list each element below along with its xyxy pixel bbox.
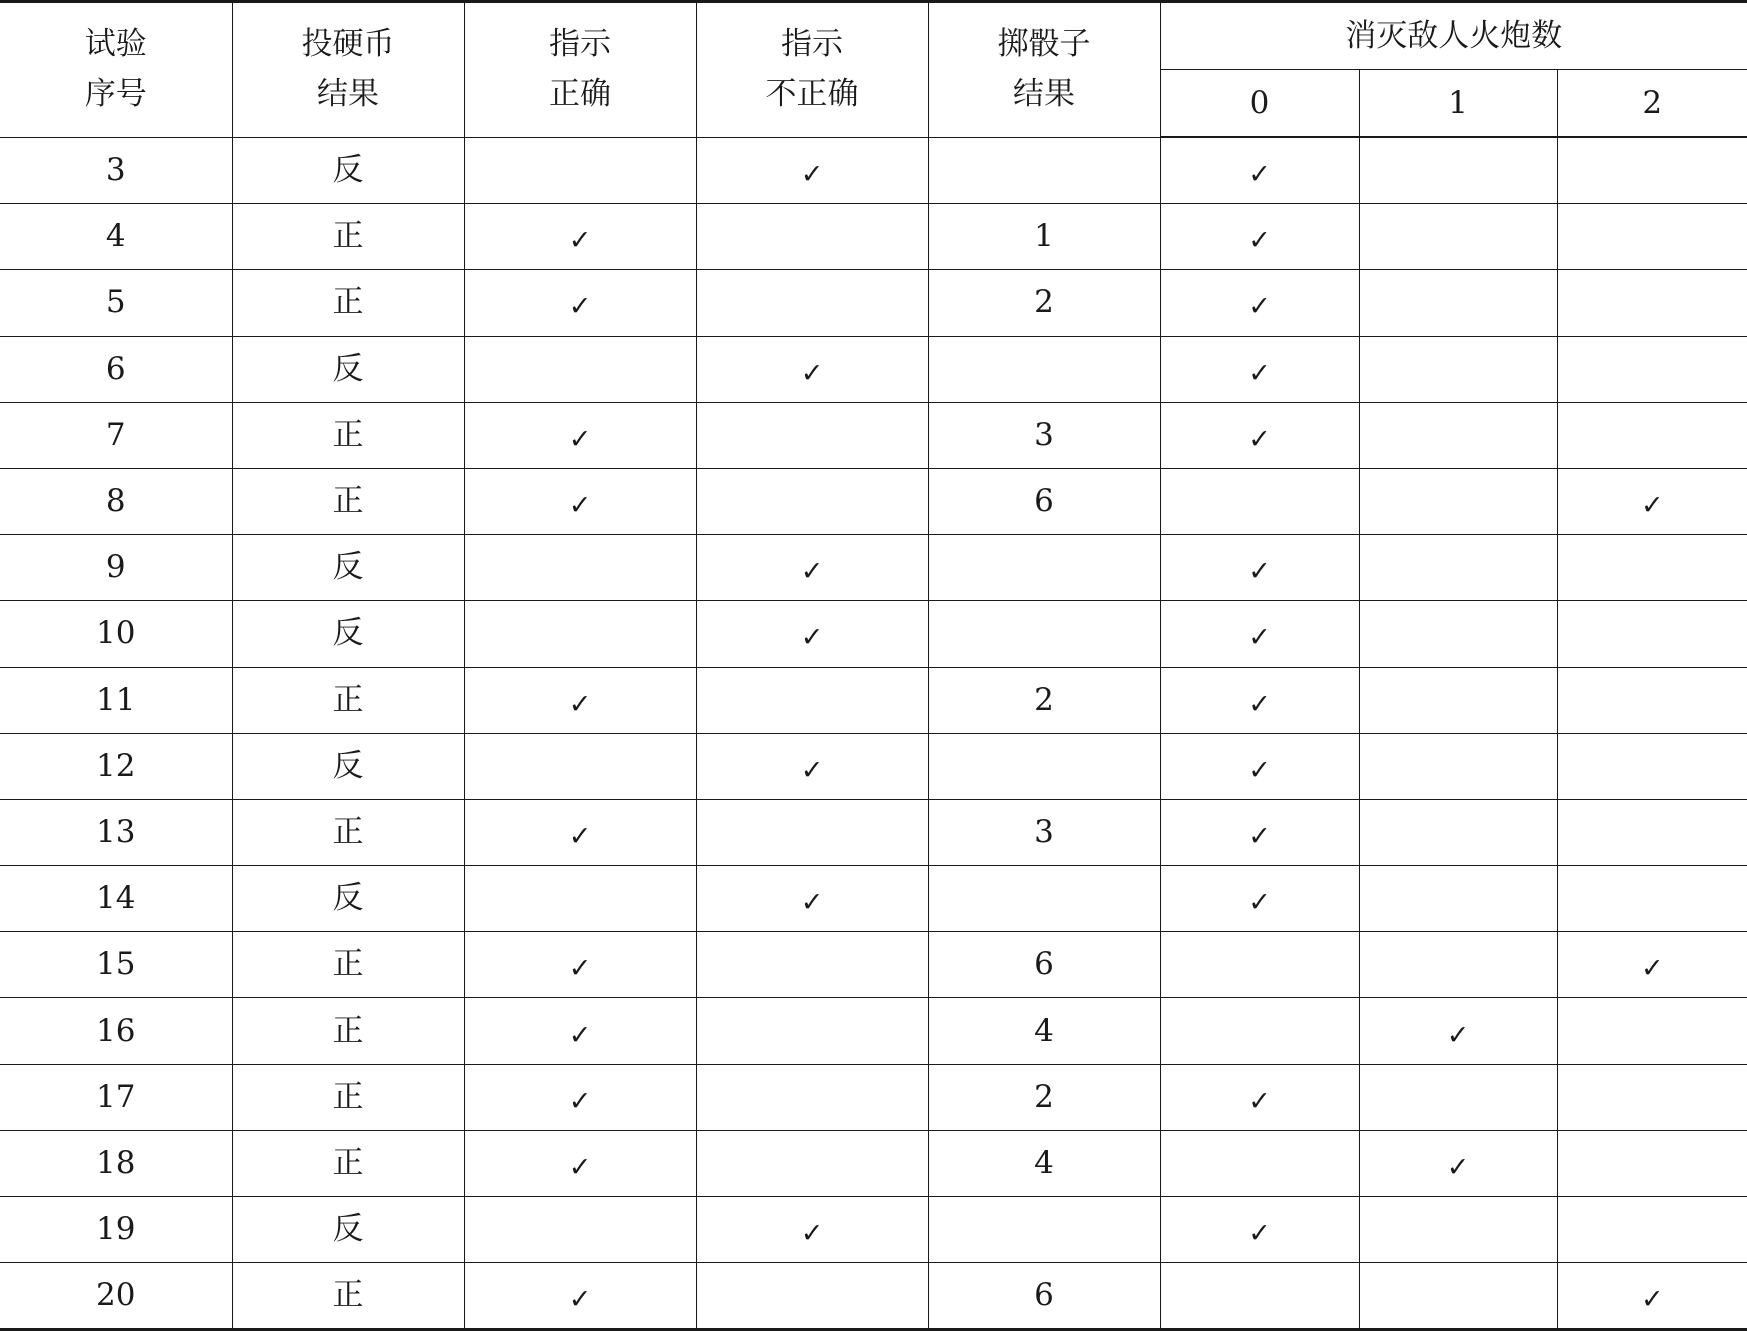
cell-destroyed-0: [1160, 1197, 1359, 1263]
cell-trial-no-text: 4: [105, 218, 126, 255]
check-mark: ✓: [1446, 1151, 1470, 1183]
cell-trial-no-text: 14: [96, 880, 136, 917]
cell-indication-incorrect: [696, 402, 928, 468]
cell-coin-result-text: 反: [332, 615, 364, 652]
check-mark: ✓: [1248, 357, 1271, 389]
cell-coin-result-text: 反: [332, 747, 364, 784]
table-row: [0, 270, 1747, 336]
cell-indication-incorrect: [696, 137, 928, 204]
cell-dice-result: [928, 1130, 1160, 1196]
header-coin-result: [232, 2, 464, 138]
cell-indication-incorrect: [696, 601, 928, 667]
cell-dice-result: [928, 733, 1160, 799]
header-dice-result-line2: 结果: [1013, 75, 1075, 112]
cell-trial-no-text: 19: [96, 1211, 136, 1248]
check-mark: ✓: [568, 820, 592, 852]
cell-trial-no: [0, 733, 232, 799]
cell-destroyed-2: [1557, 601, 1747, 667]
check-mark: ✓: [568, 688, 592, 720]
check-mark: ✓: [1640, 1284, 1664, 1316]
cell-dice-result: [928, 799, 1160, 865]
cell-dice-result-text: 2: [1034, 1078, 1054, 1115]
cell-destroyed-2: [1557, 733, 1747, 799]
cell-dice-result: [928, 204, 1160, 270]
cell-coin-result-text: 反: [332, 151, 364, 188]
cell-coin-result-text: 正: [332, 681, 364, 718]
cell-trial-no: [0, 1263, 232, 1330]
cell-coin-result: [232, 1197, 464, 1263]
cell-indication-correct: [464, 1130, 696, 1196]
cell-coin-result-text: 正: [332, 483, 364, 520]
cell-coin-result: [232, 204, 464, 270]
cell-coin-result-text: 反: [332, 549, 364, 586]
cell-indication-correct: [464, 667, 696, 733]
check-mark: ✓: [1640, 490, 1664, 522]
cell-trial-no-text: 15: [96, 946, 136, 983]
cell-destroyed-1: [1359, 667, 1557, 733]
cell-coin-result: [232, 137, 464, 204]
header-trial-no-line1: 试验: [84, 26, 147, 63]
cell-dice-result-text: 4: [1034, 1012, 1054, 1049]
cell-coin-result: [232, 601, 464, 667]
cell-coin-result-text: 反: [332, 1211, 364, 1248]
cell-indication-incorrect: [696, 1197, 928, 1263]
cell-coin-result-text: 正: [332, 946, 364, 983]
cell-destroyed-2: [1557, 667, 1747, 733]
cell-destroyed-0: [1160, 402, 1359, 468]
cell-destroyed-2: [1557, 998, 1747, 1064]
check-mark: ✓: [800, 556, 824, 588]
cell-destroyed-0: [1160, 270, 1359, 336]
cell-indication-incorrect: [696, 866, 928, 932]
cell-trial-no: [0, 799, 232, 865]
cell-destroyed-0: [1160, 468, 1359, 534]
cell-destroyed-1: [1359, 336, 1557, 402]
cell-indication-correct: [464, 601, 696, 667]
check-mark: ✓: [568, 1019, 592, 1051]
cell-coin-result-text: 正: [332, 813, 364, 850]
cell-indication-correct: [464, 336, 696, 402]
cell-trial-no: [0, 204, 232, 270]
table-row: [0, 799, 1747, 865]
cell-coin-result-text: 正: [332, 1078, 364, 1115]
cell-trial-no-text: 12: [96, 747, 136, 784]
cell-destroyed-1: [1359, 998, 1557, 1064]
cell-indication-incorrect: [696, 270, 928, 336]
cell-coin-result-text: 正: [332, 1144, 364, 1181]
header-destroyed-2: 2: [1557, 70, 1747, 138]
cell-destroyed-1: [1359, 932, 1557, 998]
check-mark: ✓: [800, 754, 824, 786]
header-destroyed-0: 0: [1160, 70, 1359, 138]
cell-indication-correct: [464, 1263, 696, 1330]
table-row: [0, 336, 1747, 402]
cell-destroyed-2: [1557, 1197, 1747, 1263]
cell-destroyed-0: [1160, 1263, 1359, 1330]
check-mark: ✓: [568, 1151, 592, 1183]
cell-trial-no: [0, 866, 232, 932]
table-row: [0, 535, 1747, 601]
check-mark: ✓: [1248, 159, 1271, 191]
cell-coin-result: [232, 667, 464, 733]
cell-coin-result-text: 正: [332, 284, 364, 321]
cell-destroyed-1: [1359, 137, 1557, 204]
cell-destroyed-1: [1359, 601, 1557, 667]
check-mark: ✓: [1248, 622, 1271, 654]
cell-trial-no: [0, 998, 232, 1064]
cell-dice-result-text: 6: [1034, 1277, 1054, 1314]
cell-destroyed-2: [1557, 204, 1747, 270]
cell-destroyed-2: [1557, 866, 1747, 932]
cell-dice-result-text: 3: [1034, 813, 1054, 850]
cell-indication-correct: [464, 866, 696, 932]
header-destroyed-group: 消灭敌人火炮数: [1160, 2, 1747, 70]
cell-coin-result: [232, 932, 464, 998]
cell-trial-no-text: 8: [105, 483, 126, 520]
check-mark: ✓: [800, 158, 824, 190]
cell-coin-result: [232, 270, 464, 336]
header-indication-incorrect-line2: 不正确: [765, 75, 859, 112]
cell-destroyed-2: [1557, 468, 1747, 534]
table-row: [0, 137, 1747, 204]
table-row: [0, 932, 1747, 998]
header-trial-no-line2: 序号: [84, 75, 147, 112]
cell-destroyed-1: [1359, 1064, 1557, 1130]
header-row-top: [0, 2, 1747, 70]
cell-destroyed-1: [1359, 270, 1557, 336]
cell-trial-no-text: 20: [96, 1277, 136, 1314]
cell-destroyed-0: [1160, 535, 1359, 601]
cell-trial-no-text: 17: [96, 1078, 136, 1115]
check-mark: ✓: [1248, 291, 1271, 323]
cell-destroyed-0: [1160, 733, 1359, 799]
cell-trial-no: [0, 270, 232, 336]
cell-trial-no: [0, 667, 232, 733]
cell-destroyed-1: [1359, 1197, 1557, 1263]
cell-dice-result: [928, 535, 1160, 601]
cell-indication-incorrect: [696, 733, 928, 799]
header-dice-result: [928, 2, 1160, 138]
cell-destroyed-2: [1557, 137, 1747, 204]
cell-dice-result: [928, 1197, 1160, 1263]
check-mark: ✓: [1446, 1019, 1470, 1051]
check-mark: ✓: [800, 1218, 824, 1250]
cell-indication-correct: [464, 535, 696, 601]
cell-indication-correct: [464, 1197, 696, 1263]
check-mark: ✓: [1248, 887, 1271, 919]
cell-indication-correct: [464, 137, 696, 204]
cell-coin-result: [232, 866, 464, 932]
header-indication-correct-line2: 正确: [549, 75, 611, 112]
cell-trial-no-text: 16: [96, 1012, 136, 1049]
header-indication-incorrect-line1: 指示: [781, 26, 843, 63]
cell-dice-result-text: 6: [1034, 483, 1054, 520]
cell-destroyed-2: [1557, 402, 1747, 468]
table-row: [0, 1130, 1747, 1196]
cell-coin-result-text: 正: [332, 1012, 364, 1049]
cell-coin-result: [232, 1130, 464, 1196]
cell-destroyed-1: [1359, 204, 1557, 270]
cell-dice-result-text: 4: [1034, 1144, 1054, 1181]
cell-indication-correct: [464, 468, 696, 534]
cell-coin-result: [232, 998, 464, 1064]
cell-indication-incorrect: [696, 998, 928, 1064]
cell-trial-no: [0, 137, 232, 204]
cell-destroyed-1: [1359, 733, 1557, 799]
cell-indication-correct: [464, 204, 696, 270]
cell-indication-correct: [464, 1064, 696, 1130]
header-indication-correct: [464, 2, 696, 138]
cell-destroyed-0: [1160, 1130, 1359, 1196]
table-row: [0, 1064, 1747, 1130]
cell-dice-result-text: 3: [1034, 416, 1054, 453]
cell-coin-result: [232, 1263, 464, 1330]
check-mark: ✓: [568, 953, 592, 985]
cell-destroyed-0: [1160, 137, 1359, 204]
cell-destroyed-0: [1160, 667, 1359, 733]
cell-destroyed-2: [1557, 1263, 1747, 1330]
cell-coin-result: [232, 799, 464, 865]
check-mark: ✓: [1640, 953, 1664, 985]
table-row: [0, 402, 1747, 468]
table-header: [0, 2, 1747, 138]
cell-trial-no-text: 5: [105, 284, 126, 321]
check-mark: ✓: [1248, 1218, 1271, 1250]
table-row: [0, 1197, 1747, 1263]
cell-dice-result: [928, 468, 1160, 534]
cell-destroyed-2: [1557, 336, 1747, 402]
header-indication-incorrect: [696, 2, 928, 138]
table-row: [0, 866, 1747, 932]
cell-destroyed-1: [1359, 799, 1557, 865]
cell-indication-incorrect: [696, 204, 928, 270]
cell-trial-no-text: 18: [96, 1144, 136, 1181]
cell-destroyed-2: [1557, 1064, 1747, 1130]
cell-destroyed-2: [1557, 932, 1747, 998]
check-mark: ✓: [1248, 1085, 1271, 1117]
check-mark: ✓: [568, 1085, 592, 1117]
cell-indication-incorrect: [696, 468, 928, 534]
header-coin-result-line1: 投硬币: [301, 26, 395, 63]
cell-dice-result: [928, 336, 1160, 402]
check-mark: ✓: [1248, 556, 1271, 588]
table-row: [0, 667, 1747, 733]
cell-destroyed-0: [1160, 1064, 1359, 1130]
check-mark: ✓: [1248, 820, 1271, 852]
cell-indication-correct: [464, 799, 696, 865]
header-destroyed-1: 1: [1359, 70, 1557, 138]
cell-coin-result-text: 反: [332, 350, 364, 387]
cell-indication-correct: [464, 270, 696, 336]
table-row: [0, 204, 1747, 270]
check-mark: ✓: [1248, 754, 1271, 786]
table-row: [0, 733, 1747, 799]
cell-trial-no: [0, 1130, 232, 1196]
cell-indication-correct: [464, 932, 696, 998]
cell-destroyed-1: [1359, 1263, 1557, 1330]
cell-trial-no: [0, 932, 232, 998]
cell-trial-no-text: 7: [105, 416, 126, 453]
cell-trial-no: [0, 601, 232, 667]
header-trial-no: [0, 2, 232, 138]
check-mark: ✓: [1248, 423, 1271, 455]
cell-indication-correct: [464, 998, 696, 1064]
cell-destroyed-0: [1160, 866, 1359, 932]
cell-destroyed-1: [1359, 535, 1557, 601]
check-mark: ✓: [568, 1284, 592, 1316]
cell-trial-no-text: 9: [105, 549, 126, 586]
cell-coin-result: [232, 733, 464, 799]
check-mark: ✓: [800, 887, 824, 919]
cell-coin-result-text: 正: [332, 218, 364, 255]
header-dice-result-line1: 掷骰子: [997, 26, 1091, 63]
cell-trial-no: [0, 336, 232, 402]
cell-dice-result-text: 2: [1034, 284, 1054, 321]
check-mark: ✓: [568, 291, 592, 323]
cell-trial-no-text: 6: [105, 350, 126, 387]
cell-coin-result-text: 正: [332, 1277, 364, 1314]
header-coin-result-line2: 结果: [317, 75, 379, 112]
cell-dice-result: [928, 270, 1160, 336]
cell-dice-result: [928, 601, 1160, 667]
cell-destroyed-1: [1359, 1130, 1557, 1196]
cell-indication-incorrect: [696, 336, 928, 402]
cell-indication-incorrect: [696, 1130, 928, 1196]
cell-dice-result-text: 1: [1034, 218, 1054, 255]
cell-coin-result-text: 反: [332, 880, 364, 917]
cell-destroyed-0: [1160, 204, 1359, 270]
cell-destroyed-0: [1160, 336, 1359, 402]
cell-indication-incorrect: [696, 1263, 928, 1330]
cell-coin-result: [232, 336, 464, 402]
cell-dice-result: [928, 402, 1160, 468]
cell-dice-result: [928, 998, 1160, 1064]
cell-destroyed-0: [1160, 932, 1359, 998]
cell-destroyed-1: [1359, 468, 1557, 534]
cell-trial-no-text: 3: [105, 151, 126, 188]
check-mark: ✓: [568, 423, 592, 455]
cell-coin-result: [232, 1064, 464, 1130]
cell-trial-no: [0, 1064, 232, 1130]
table-row: [0, 998, 1747, 1064]
cell-trial-no-text: 10: [96, 615, 136, 652]
cell-destroyed-2: [1557, 799, 1747, 865]
cell-dice-result: [928, 667, 1160, 733]
cell-coin-result: [232, 535, 464, 601]
check-mark: ✓: [800, 357, 824, 389]
header-indication-correct-line1: 指示: [549, 26, 611, 63]
table-row: [0, 468, 1747, 534]
cell-destroyed-0: [1160, 998, 1359, 1064]
cell-indication-incorrect: [696, 799, 928, 865]
cell-indication-correct: [464, 733, 696, 799]
cell-destroyed-1: [1359, 402, 1557, 468]
cell-trial-no: [0, 535, 232, 601]
cell-indication-incorrect: [696, 535, 928, 601]
cell-destroyed-2: [1557, 535, 1747, 601]
cell-destroyed-0: [1160, 799, 1359, 865]
cell-trial-no: [0, 1197, 232, 1263]
cell-dice-result: [928, 1064, 1160, 1130]
cell-dice-result: [928, 866, 1160, 932]
table-body: [0, 137, 1747, 1330]
cell-destroyed-2: [1557, 270, 1747, 336]
cell-indication-incorrect: [696, 1064, 928, 1130]
table-row: [0, 601, 1747, 667]
check-mark: ✓: [1248, 225, 1271, 257]
check-mark: ✓: [568, 490, 592, 522]
cell-dice-result-text: 2: [1034, 681, 1054, 718]
check-mark: ✓: [800, 622, 824, 654]
cell-dice-result: [928, 137, 1160, 204]
cell-dice-result-text: 6: [1034, 946, 1054, 983]
table-row: [0, 1263, 1747, 1330]
cell-coin-result: [232, 402, 464, 468]
check-mark: ✓: [1248, 688, 1271, 720]
cell-trial-no: [0, 468, 232, 534]
cell-indication-correct: [464, 402, 696, 468]
cell-destroyed-0: [1160, 601, 1359, 667]
cell-trial-no-text: 13: [96, 813, 136, 850]
cell-indication-incorrect: [696, 932, 928, 998]
cell-dice-result: [928, 932, 1160, 998]
cell-destroyed-1: [1359, 866, 1557, 932]
cell-coin-result: [232, 468, 464, 534]
cell-indication-incorrect: [696, 667, 928, 733]
check-mark: ✓: [568, 225, 592, 257]
cell-trial-no: [0, 402, 232, 468]
cell-dice-result: [928, 1263, 1160, 1330]
cell-destroyed-2: [1557, 1130, 1747, 1196]
cell-trial-no-text: 11: [96, 681, 136, 718]
cell-coin-result-text: 正: [332, 416, 364, 453]
